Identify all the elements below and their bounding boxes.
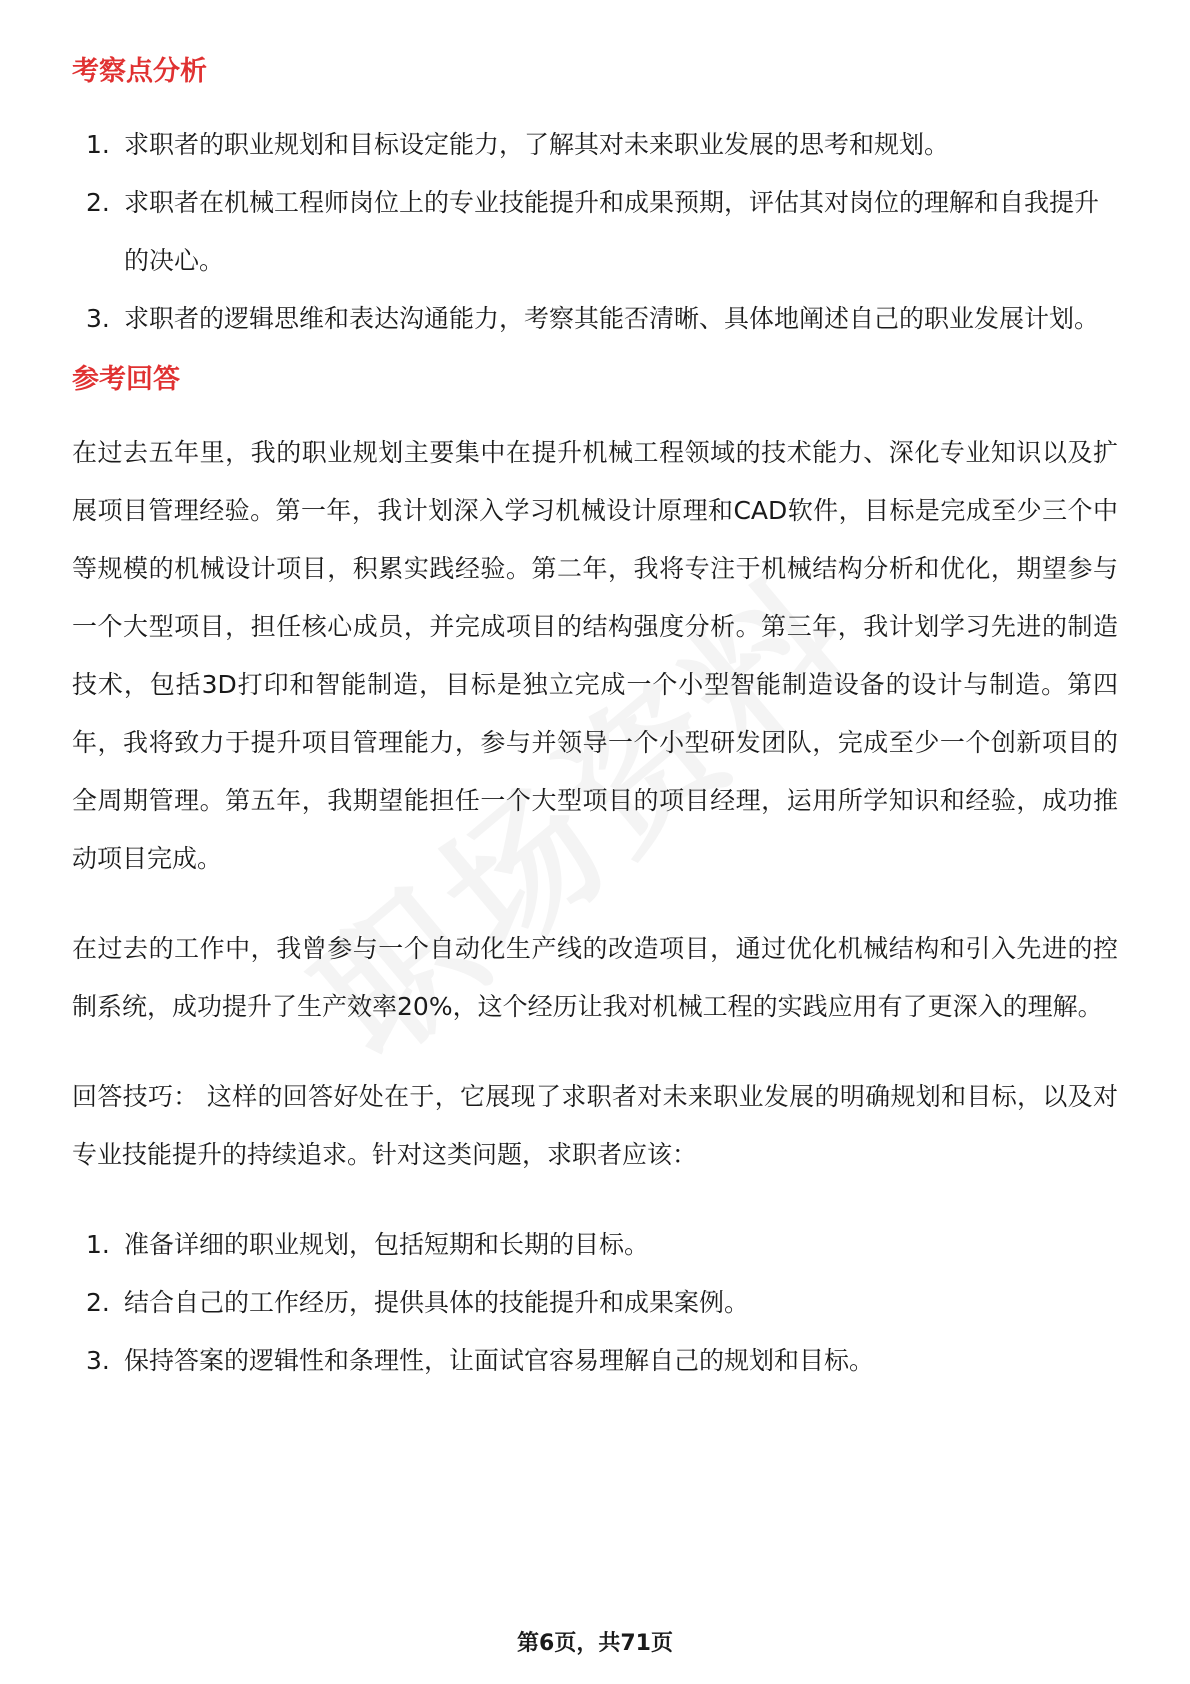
list-number: 1.: [86, 130, 110, 159]
list-item: [72, 1274, 1118, 1332]
list-item: [72, 116, 1118, 174]
experience-paragraph: 在过去的工作中，我曾参与一个自动化生产线的改造项目，通过优化机械结构和引入先进的控制系统，成功提升了生产效率20%，这个经历让我对机械工程的实践应用有了更深入的理解。: [72, 934, 1118, 1021]
answer-paragraph: 在过去五年里，我的职业规划主要集中在提升机械工程领域的技术能力、深化专业知识以及扩展项目管理经验。第一年，我计划深入学习机械设计原理和CAD软件，目标是完成至少三个中等规模的机械设计项目，积累实践经验。第二年，我将专注于机械结构分析和优化，期望参与一个大型项目，担任核心成员，并完成项目的结构强度分析。第三年，我计划学习先进的制造技术，包括3D打印和智能制造，目标是独立完成一个小型智能制造设备的设计与制造。第四年，我将致力于提升项目管理能力，参与并领导一个小型研发团队，完成至少一个创新项目的全周期管理。第五年，我期望能担任一个大型项目的项目经理，运用所学知识和经验，成功推动项目完成。: [72, 438, 1118, 873]
list-item-text: 保持答案的逻辑性和条理性，让面试官容易理解自己的规划和目标。: [124, 1346, 875, 1375]
list-number: 3.: [86, 1346, 110, 1375]
analysis-heading: 考察点分析: [72, 56, 207, 87]
list-item-text: 求职者的职业规划和目标设定能力，了解其对未来职业发展的思考和规划。: [124, 130, 950, 159]
list-item: [72, 174, 1118, 290]
analysis-list: [72, 116, 1118, 348]
list-number: 3.: [86, 304, 110, 333]
list-number: 2.: [86, 1288, 110, 1317]
list-number: 2.: [86, 188, 110, 217]
page-number: 第6页，共71页: [517, 1631, 673, 1656]
list-item-text: 准备详细的职业规划，包括短期和长期的目标。: [124, 1230, 650, 1259]
list-item-text: 结合自己的工作经历，提供具体的技能提升和成果案例。: [124, 1288, 750, 1317]
answer-heading: 参考回答: [72, 364, 180, 395]
list-item: [72, 1332, 1118, 1390]
tips-list: [72, 1216, 1118, 1390]
list-item: [72, 1216, 1118, 1274]
document-page: [72, 48, 1118, 1390]
list-item-text: 求职者在机械工程师岗位上的专业技能提升和成果预期，评估其对岗位的理解和自我提升的决心。: [124, 188, 1100, 275]
tips-paragraph: 回答技巧： 这样的回答好处在于，它展现了求职者对未来职业发展的明确规划和目标，以及对专业技能提升的持续追求。针对这类问题，求职者应该：: [72, 1082, 1118, 1169]
list-number: 1.: [86, 1230, 110, 1259]
list-item-text: 求职者的逻辑思维和表达沟通能力，考察其能否清晰、具体地阐述自己的职业发展计划。: [124, 304, 1100, 333]
list-item: [72, 290, 1118, 348]
